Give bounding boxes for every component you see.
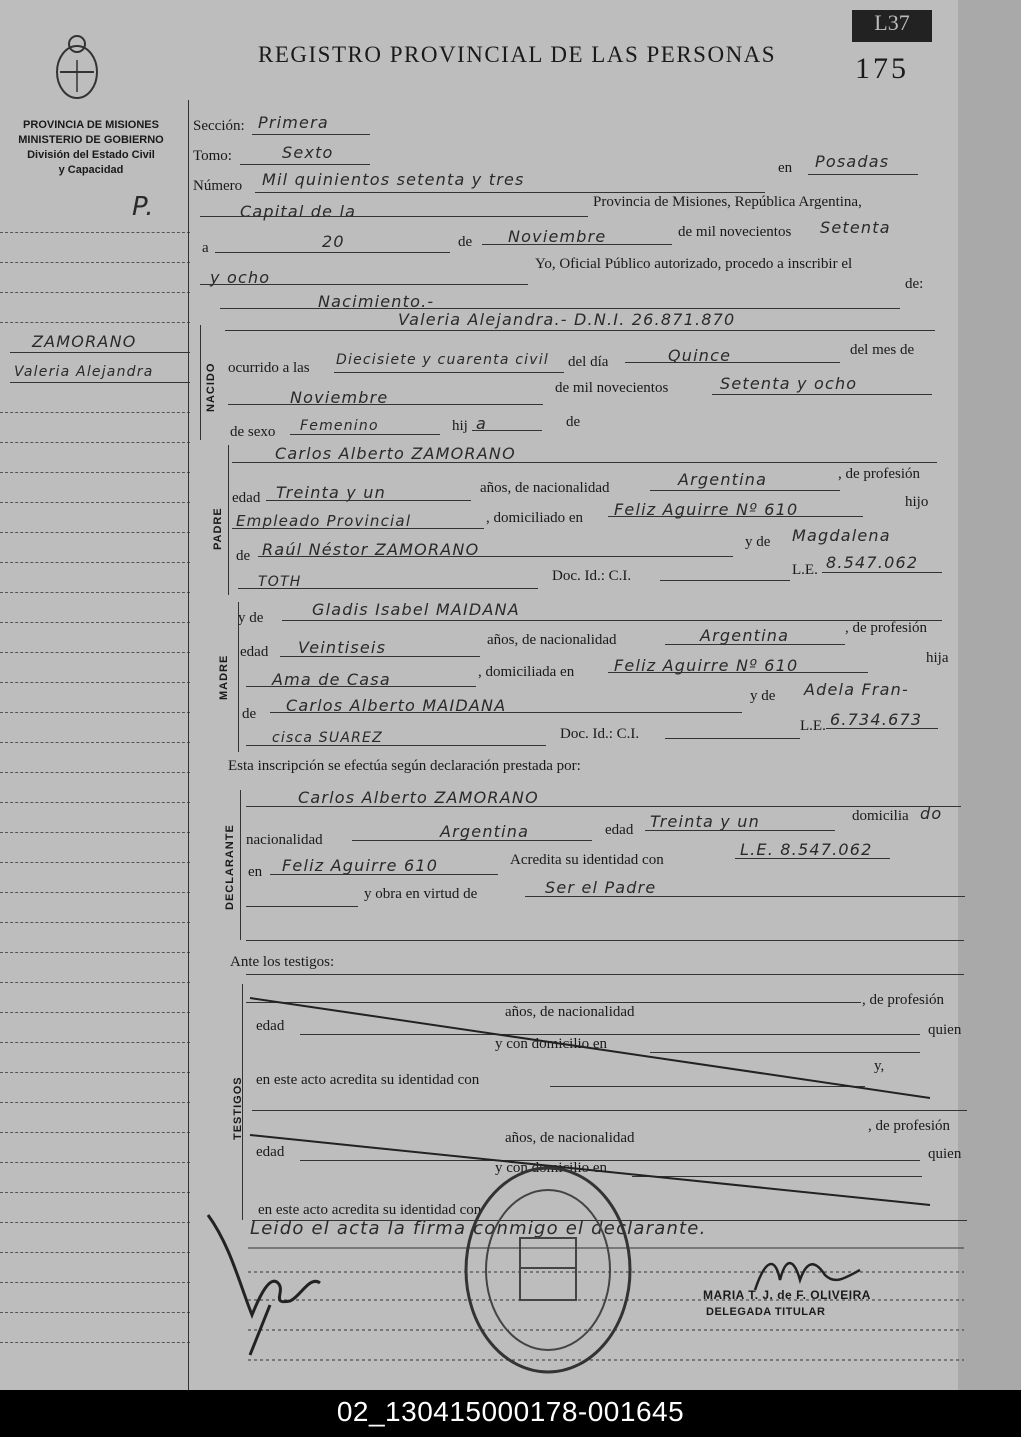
field-decl-virtud: Ser el Padre — [545, 878, 657, 897]
field-padre-nac: Argentina — [678, 470, 768, 489]
label-t-quien: quien — [928, 1022, 962, 1038]
ministry-line: y Capacidad — [58, 164, 124, 176]
seal-text — [476, 1370, 504, 1371]
field-nombre: Valeria Alejandra.- D.N.I. 26.871.870 — [398, 310, 736, 329]
footer-bar — [0, 1390, 1021, 1437]
label-a: a — [202, 240, 209, 256]
field-en: Posadas — [815, 152, 890, 171]
field-numero: Mil quinientos setenta y tres — [262, 170, 525, 189]
label-y-de: y de — [745, 534, 771, 550]
field-madre-dom: Feliz Aguirre Nº 610 — [614, 656, 799, 675]
label-hijo: hijo — [905, 494, 929, 510]
declarant-signature — [200, 1205, 350, 1375]
field-decl-id: L.E. 8.547.062 — [740, 840, 873, 859]
label-acredita: Acredita su identidad con — [510, 852, 664, 868]
section-declarante: DECLARANTE — [224, 824, 236, 910]
official-seal-icon — [458, 1160, 638, 1380]
field-decl-edad: Treinta y un — [650, 812, 760, 831]
official-title: DELEGADA TITULAR — [706, 1306, 826, 1318]
label-domiciliado: , domiciliado en — [486, 510, 584, 526]
field-madre-prof: Ama de Casa — [272, 670, 391, 689]
field-madre-padre: Carlos Alberto MAIDANA — [286, 696, 507, 715]
field-padre-madre: Magdalena — [792, 526, 891, 545]
label-ocurrido: ocurrido a las — [228, 360, 310, 376]
field-madre-le: 6.734.673 — [830, 710, 923, 729]
field-mes-nac: Noviembre — [290, 388, 389, 407]
field-decl-dom: Feliz Aguirre 610 — [282, 856, 439, 875]
label-t-domicilio: y con domicilio en — [495, 1036, 608, 1052]
label-t2-quien: quien — [928, 1146, 962, 1162]
label-t-acto: en este acto acredita su identidad con — [256, 1072, 480, 1088]
label-hija: hija — [926, 650, 949, 666]
field-padre-edad: Treinta y un — [276, 483, 386, 502]
field-madre-madre: Adela Fran- — [804, 680, 909, 699]
label-anos-nac2: años, de nacionalidad — [487, 632, 617, 648]
document-code: 02_130415000178-001645 — [336, 1396, 685, 1427]
label-edad3: edad — [605, 822, 634, 838]
field-sexo: Femenino — [300, 418, 379, 434]
label-de-colon: de: — [905, 276, 924, 292]
label-de-profesion: , de profesión — [838, 466, 921, 482]
label-domiciliada: , domiciliada en — [478, 664, 575, 680]
field-leido: Leido el acta la firma conmigo el declarante. — [250, 1218, 707, 1239]
margin-mark: P. — [132, 192, 155, 222]
label-nacionalidad: nacionalidad — [246, 832, 323, 848]
field-madre-madre2: cisca SUAREZ — [272, 730, 383, 746]
label-de: de — [458, 234, 473, 250]
field-decl-nombre: Carlos Alberto ZAMORANO — [298, 788, 539, 807]
field-anio: Setenta — [820, 218, 891, 237]
field-madre-nombre: Gladis Isabel MAIDANA — [312, 600, 520, 619]
label-de-mil: de mil novecientos — [678, 224, 792, 240]
label-t-anos: años, de nacionalidad — [505, 1004, 635, 1020]
page-number: 175 — [855, 52, 909, 85]
label-hij: hij — [452, 418, 468, 434]
label-domicilia: domicilia — [852, 808, 909, 824]
label-provincia: Provincia de Misiones, República Argentina, — [593, 194, 862, 210]
label-tomo: Tomo: — [193, 148, 232, 164]
label-t2-domicilio: y con domicilio en — [495, 1160, 608, 1176]
label-edad: edad — [232, 490, 261, 506]
field-dia-nac: Quince — [668, 346, 732, 365]
label-del-dia: del día — [568, 354, 609, 370]
ministry-line: MINISTERIO DE GOBIERNO — [18, 134, 164, 146]
label-t2-anos: años, de nacionalidad — [505, 1130, 635, 1146]
label-t2-edad: edad — [256, 1144, 285, 1160]
label-y-de2: y de — [238, 610, 264, 626]
label-y-de3: y de — [750, 688, 776, 704]
label-seccion: Sección: — [193, 118, 245, 134]
label-sexo: de sexo — [230, 424, 276, 440]
field-anio-nac: Setenta y ocho — [720, 374, 858, 393]
field-madre-nac: Argentina — [700, 626, 790, 645]
label-en2: en — [248, 864, 263, 880]
section-nacido: NACIDO — [205, 362, 217, 412]
field-decl-nac: Argentina — [440, 822, 530, 841]
field-padre-prof: Empleado Provincial — [236, 512, 412, 530]
section-padre: PADRE — [212, 507, 224, 550]
label-declaracion: Esta inscripción se efectúa según declaración prestada por: — [228, 758, 581, 774]
field-tomo: Sexto — [282, 143, 334, 162]
field-decl-domicilia-suffix: do — [920, 804, 943, 823]
label-de3: de — [236, 548, 251, 564]
label-t-edad: edad — [256, 1018, 285, 1034]
label-de2: de — [566, 414, 581, 430]
field-anio2: y ocho — [210, 268, 271, 287]
section-madre: MADRE — [218, 654, 230, 700]
field-padre-dom: Feliz Aguirre Nº 610 — [614, 500, 799, 519]
margin-surname: ZAMORANO — [32, 332, 137, 351]
field-madre-edad: Veintiseis — [298, 638, 387, 657]
label-numero: Número — [193, 178, 243, 194]
label-testigos: Ante los testigos: — [230, 954, 335, 970]
label-en: en — [778, 160, 793, 176]
margin-given-names: Valeria Alejandra — [14, 364, 154, 380]
field-acto: Nacimiento.- — [318, 292, 435, 311]
field-padre-padre: Raúl Néstor ZAMORANO — [262, 540, 480, 559]
label-doc-id2: Doc. Id.: C.I. — [560, 726, 640, 742]
field-seccion: Primera — [258, 113, 329, 132]
field-padre-madre2: TOTH — [258, 574, 302, 590]
field-capital: Capital de la — [240, 202, 357, 221]
field-padre-le: 8.547.062 — [826, 553, 919, 572]
label-doc-id: Doc. Id.: C.I. — [552, 568, 632, 584]
label-t-y: y, — [874, 1058, 885, 1074]
label-edad2: edad — [240, 644, 269, 660]
label-t2-acto: en este acto acredita su identidad con — [258, 1202, 482, 1218]
stamp-top: L37 — [852, 10, 932, 42]
label-anos-nac: años, de nacionalidad — [480, 480, 610, 496]
label-del-mes: del mes de — [850, 342, 915, 358]
official-name: MARIA T. J. de F. OLIVEIRA — [703, 1288, 871, 1302]
field-hora: Diecisiete y cuarenta civil — [336, 352, 549, 368]
label-le: L.E. — [792, 562, 818, 578]
label-oficial: Yo, Oficial Público autorizado, procedo a inscribir el — [535, 256, 853, 272]
label-de-profesion2: , de profesión — [845, 620, 928, 636]
label-le2: L.E. — [800, 718, 826, 734]
field-hija: a — [476, 414, 488, 433]
label-obra: y obra en virtud de — [364, 886, 478, 902]
label-de-mil2: de mil novecientos — [555, 380, 669, 396]
label-t-prof: , de profesión — [862, 992, 945, 1008]
field-padre-nombre: Carlos Alberto ZAMORANO — [275, 444, 516, 463]
field-dia: 20 — [322, 232, 345, 251]
label-t2-prof: , de profesión — [868, 1118, 951, 1134]
label-de4: de — [242, 706, 257, 722]
section-testigos: TESTIGOS — [232, 1076, 244, 1140]
ministry-line: División del Estado Civil — [27, 149, 155, 161]
field-mes: Noviembre — [508, 227, 607, 246]
ministry-line: PROVINCIA DE MISIONES — [23, 119, 159, 131]
page-title: REGISTRO PROVINCIAL DE LAS PERSONAS — [258, 42, 777, 67]
